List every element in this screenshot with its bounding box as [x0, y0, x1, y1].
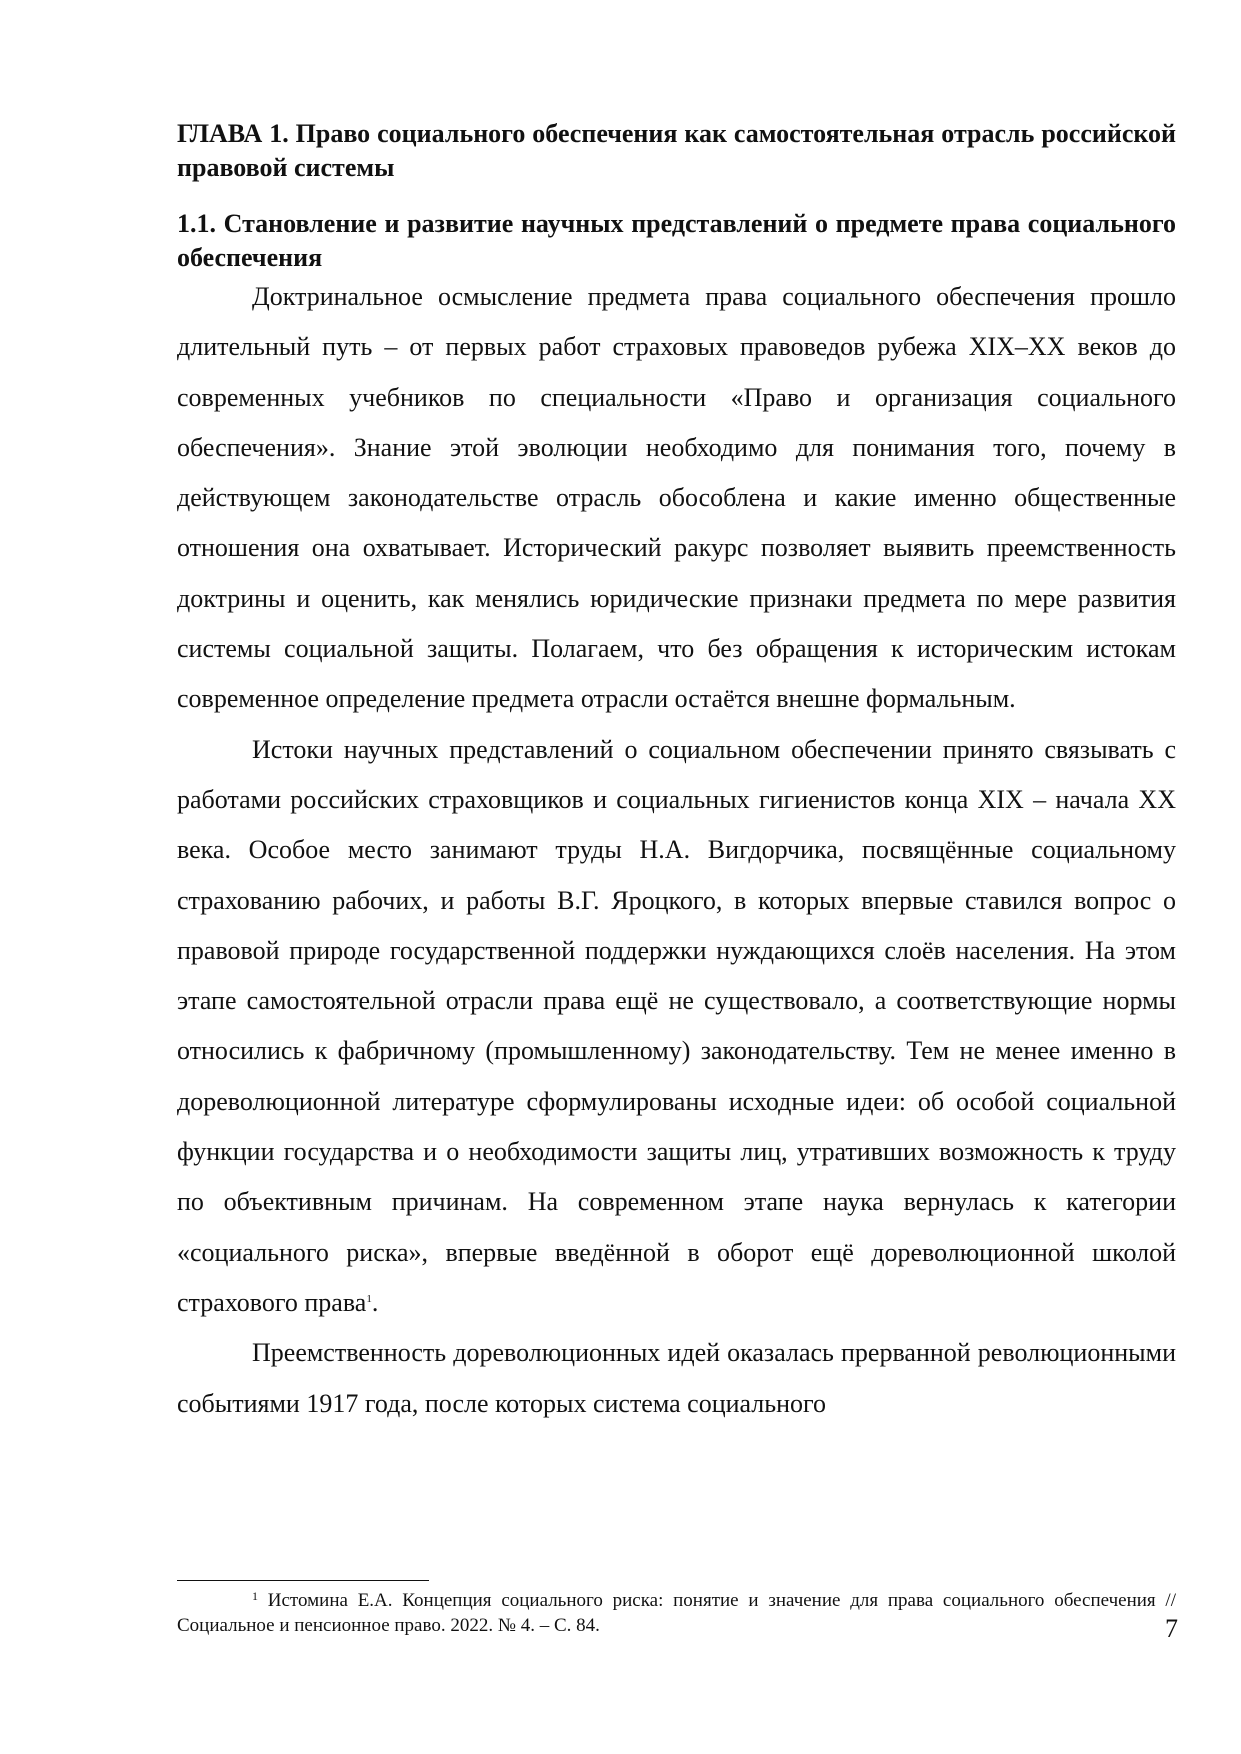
footnote-number: 1 [252, 1589, 258, 1603]
body-paragraph-2 [177, 725, 1176, 1329]
chapter-title: ГЛАВА 1. Право социального обеспечения как самостоятельная отрасль российской правовой системы [177, 119, 1176, 182]
body-paragraph-3: Преемственность дореволюционных идей оказалась прерванной революционными событиями 1917 года, после которых система социального [177, 1338, 1176, 1418]
body-paragraph-1: Доктринальное осмысление предмета права социального обеспечения прошло длительный путь – от первых работ страховых правоведов рубежа XIX–XX веков до современных учебников по специальности «Право и организация социального обеспечения». Знание этой эволюции необходимо для понимания того, почему в действующем законодательстве отрасль обособлена и какие именно общественные отношения она охватывает. Исторический ракурс позволяет выявить преемственность доктрины и оценить, как менялись юридические признаки предмета по мере развития системы социальной защиты. Полагаем, что без обращения к историческим истокам современное определение предмета отрасли остаётся внешне формальным. [177, 282, 1176, 714]
body-paragraph-2-text: Истоки научных представлений о социальном обеспечении принято связывать с работами российских страховщиков и социальных гигиенистов конца XIX – начала XX века. Особое место занимают труды Н.А. Вигдорчика, посвящённые социальному страхованию рабочих, и работы В.Г. Яроцкого, в которых впервые ставился вопрос о правовой природе государственной поддержки нуждающихся слоёв населения. На этом этапе самостоятельной отрасли права ещё не существовало, а соответствующие нормы относились к фабричному (промышленному) законодательству. Тем не менее именно в дореволюционной литературе сформулированы исходные идеи: об особой социальной функции государства и о необходимости защиты лиц, утративших возможность к труду по объективным причинам. На современном этапе наука вернулась к категории «социального риска», впервые введённой в оборот ещё дореволюционной школой страхового права [177, 734, 1176, 1317]
section-title: 1.1. Становление и развитие научных представлений о предмете права социального обеспечения [177, 209, 1176, 272]
footnote-reference[interactable]: 1 [366, 1292, 372, 1305]
footnote [177, 1588, 1176, 1638]
footnote-separator [177, 1580, 429, 1581]
body-paragraph-2-end: . [371, 1287, 379, 1317]
footnote-text: Истомина Е.А. Концепция социального риска: понятие и значение для права социального обеспечения // Социальное и пенсионное право. 2022. № 4. – С. 84. [177, 1590, 1176, 1636]
page-body [177, 117, 1176, 1429]
page-number: 7 [1165, 1614, 1178, 1643]
